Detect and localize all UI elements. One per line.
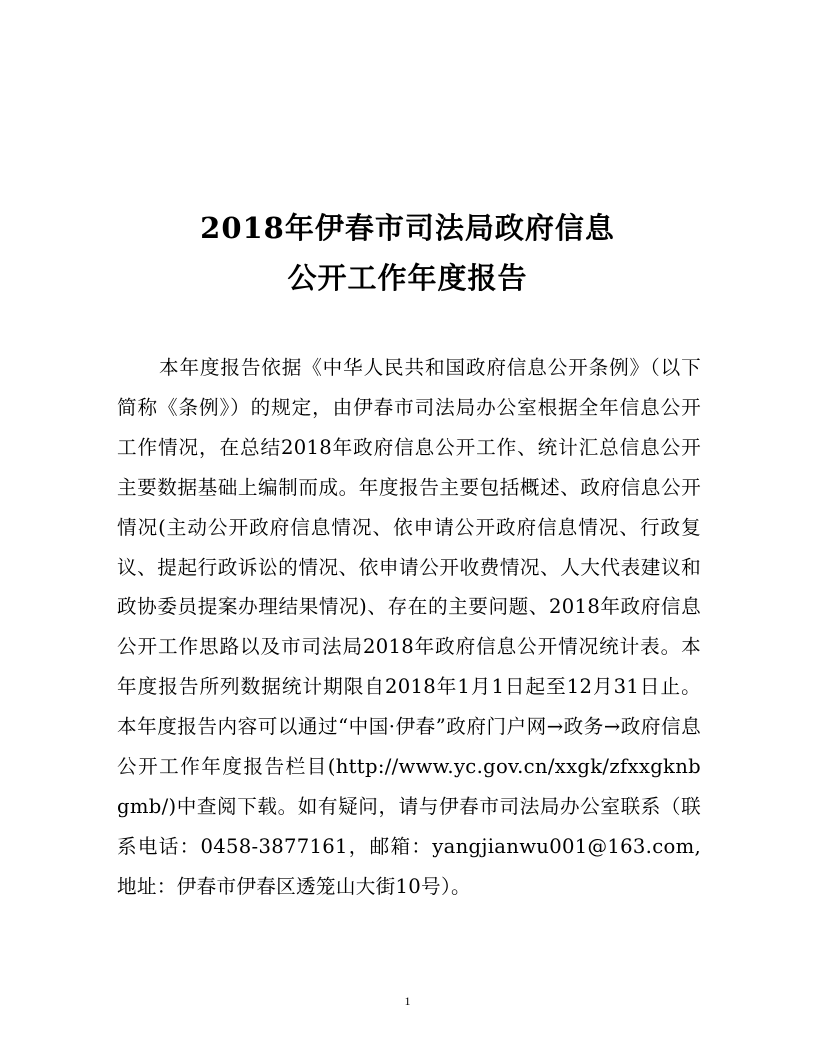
document-title-line-2: 公开工作年度报告 [287,261,528,295]
body-paragraph: 本年度报告依据《中华人民共和国政府信息公开条例》（以下简称《条例》）的规定，由伊春市司法局办公室根据全年信息公开工作情况，在总结2018年政府信息公开工作、统计汇总信息公开主要数据基础上编制而成。年度报告主要包括概述、政府信息公开情况(主动公开政府信息情况、依申请公开政府信息情况、行政复议、提起行政诉讼的情况、依申请公开收费情况、人大代表建议和政协委员提案办理结果情况)、存在的主要问题、2018年政府信息公开工作思路以及市司法局2018年政府信息公开情况统计表。本年度报告所列数据统计期限自2018年1月1日起至12月31日止。本年度报告内容可以通过“中国·伊春”政府门户网→政务→政府信息公开工作年度报告栏目(http://www.yc.gov.cn/xxgk/zfxxgknbgmb/)中查阅下载。如有疑问，请与伊春市司法局办公室联系（联系电话：0458-3877161，邮箱：yangjianwu001@163.com,地址：伊春市伊春区透笼山大街10号）。 [117,356,701,898]
page-number: 1 [404,994,411,1008]
document-title-line-1: 2018年伊春市司法局政府信息 [200,211,615,245]
